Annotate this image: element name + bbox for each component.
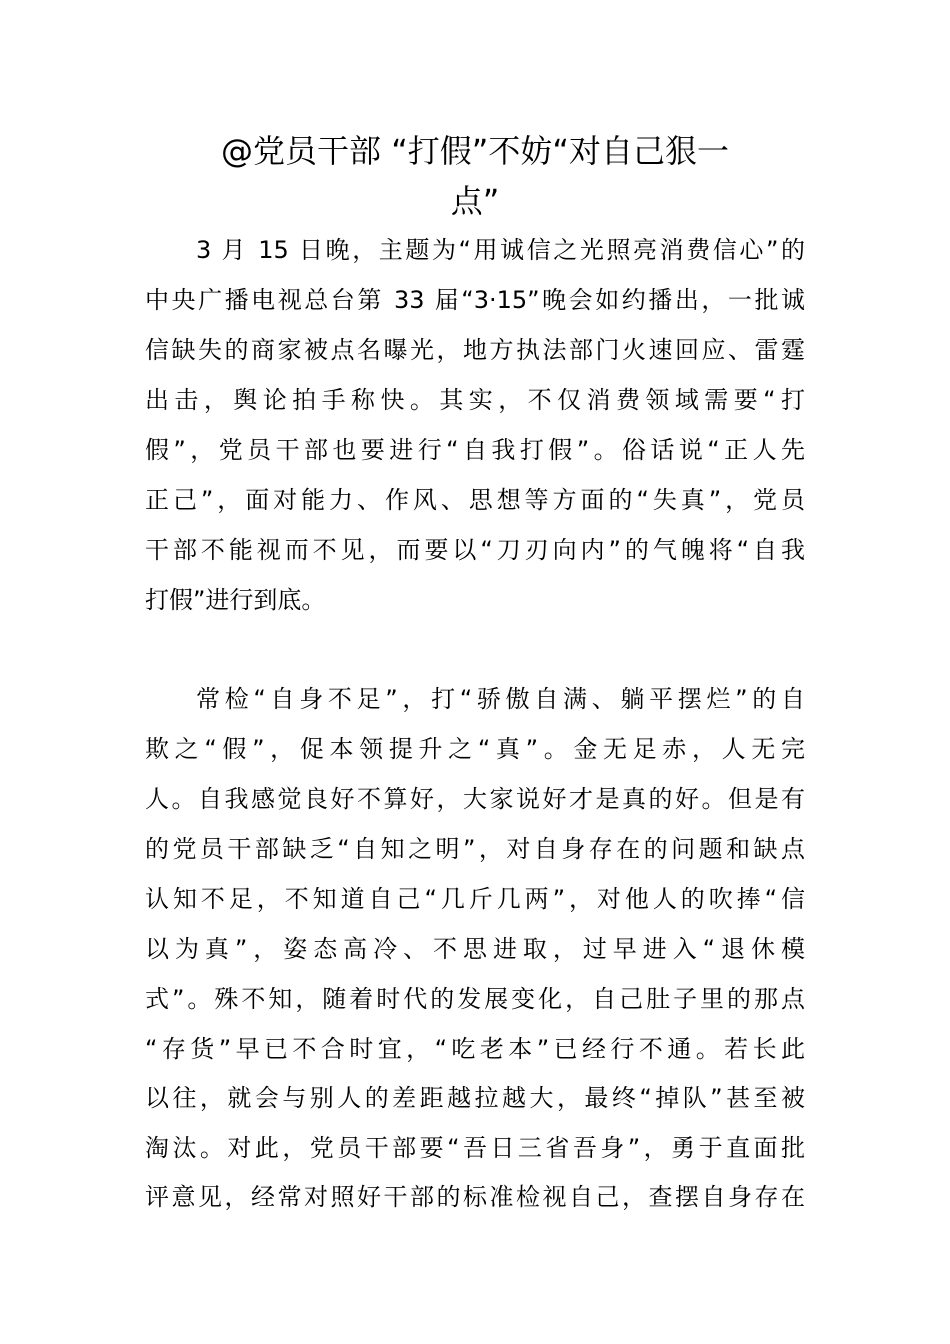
paragraph-2-line: 评意见，经常对照好干部的标准检视自己，查摆自身存在	[145, 1183, 805, 1211]
paragraph-2-line: 以往，就会与别人的差距越拉越大，最终“掉队”甚至被	[145, 1084, 805, 1112]
paragraph-1-line: 干部不能视而不见，而要以“刀刃向内”的气魄将“自我	[145, 536, 805, 564]
paragraph-1-line: 信缺失的商家被点名曝光，地方执法部门火速回应、雷霆	[145, 336, 805, 364]
paragraph-2-line: 式”。殊不知，随着时代的发展变化，自己肚子里的那点	[145, 985, 805, 1013]
paragraph-2-line: 以为真”，姿态高冷、不思进取，过早进入“退休模	[145, 935, 805, 963]
paragraph-1-line: 打假”进行到底。	[145, 586, 326, 614]
paragraph-1-line: 出击，舆论拍手称快。其实，不仅消费领域需要“打	[145, 386, 805, 414]
paragraph-2-line: 认知不足，不知道自己“几斤几两”，对他人的吹捧“信	[145, 885, 805, 913]
paragraph-2-line: 的党员干部缺乏“自知之明”，对自身存在的问题和缺点	[145, 835, 805, 863]
paragraph-1-line: 假”，党员干部也要进行“自我打假”。俗话说“正人先	[145, 436, 805, 464]
paragraph-2-line: 人。自我感觉良好不算好，大家说好才是真的好。但是有	[145, 785, 805, 813]
paragraph-1-line: 中央广播电视总台第 33 届“3·15”晚会如约播出，一批诚	[145, 286, 805, 314]
document-title-line-1: @党员干部 “打假”不妨“对自己狠一	[221, 132, 729, 170]
paragraph-2-line: 欺之“假”，促本领提升之“真”。金无足赤，人无完	[145, 735, 805, 763]
document-title-line-2: 点”	[450, 182, 500, 220]
paragraph-2-line: 常检“自身不足”，打“骄傲自满、躺平摆烂”的自	[196, 685, 805, 713]
paragraph-1-line: 3 月 15 日晚，主题为“用诚信之光照亮消费信心”的	[196, 236, 805, 264]
paragraph-2-line: “存货”早已不合时宜，“吃老本”已经行不通。若长此	[145, 1035, 805, 1063]
paragraph-2-line: 淘汰。对此，党员干部要“吾日三省吾身”，勇于直面批	[145, 1134, 805, 1162]
paragraph-1-line: 正己”，面对能力、作风、思想等方面的“失真”，党员	[145, 486, 805, 514]
